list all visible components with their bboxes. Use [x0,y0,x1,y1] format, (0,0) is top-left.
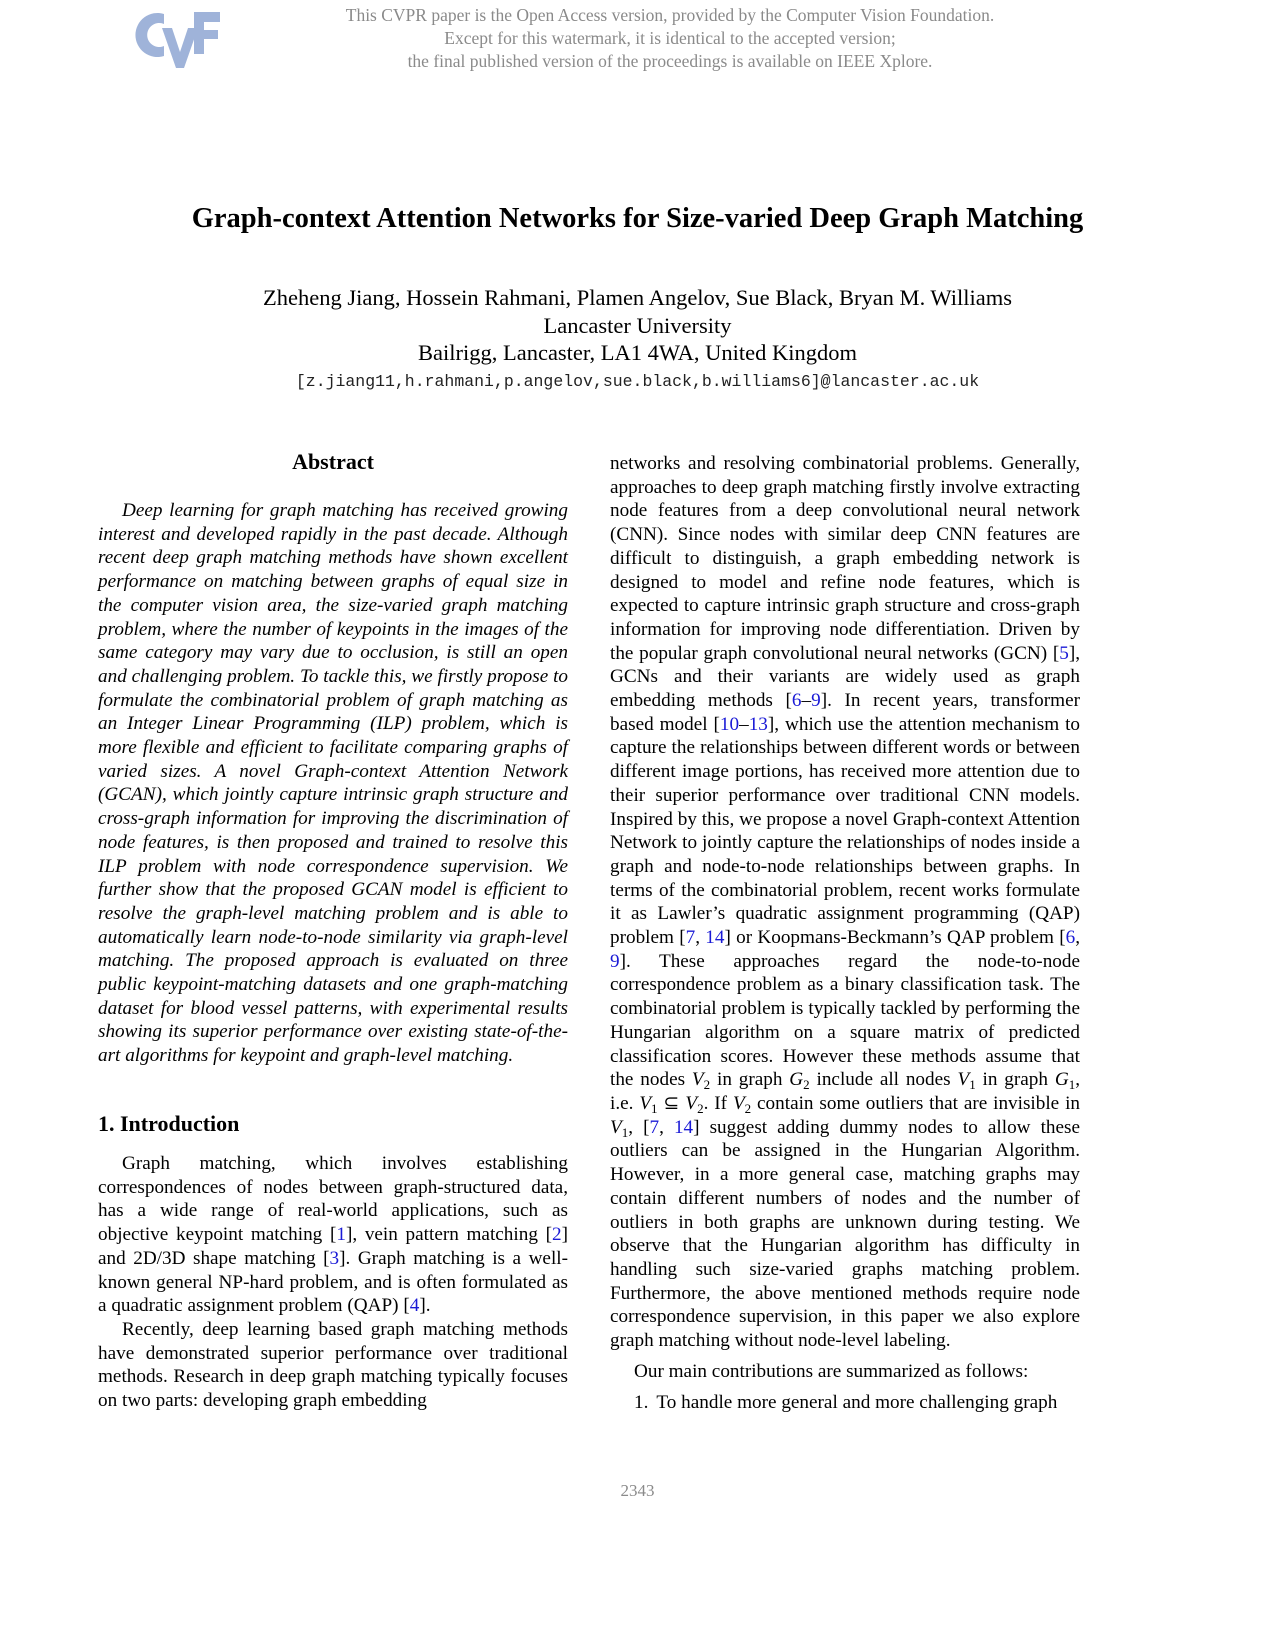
paragraph: networks and resolving combinatorial problems. Generally, approaches to deep graph matching firstly involve extracting node features from a deep convolutional neural network (CNN). Since nodes with similar deep CNN features are difficult to distinguish, a graph embedding network is designed to model and refine node features, which is expected to capture intrinsic graph structure and cross-graph information for improving node differentiation. Driven by the popular graph convolutional neural networks (GCN) [5], GCNs and their variants are widely used as graph embedding methods [6–9]. In recent years, transformer based model [10–13], which use the attention mechanism to capture the relationships between different words or between different image portions, has received more attention due to their superior performance over traditional CNN models. Inspired by this, we propose a novel Graph-context Attention Network to jointly capture the relationships of nodes inside a graph and node-to-node relationships between graphs. In terms of the combinatorial problem, recent works formulate it as Lawler’s quadratic assignment programming (QAP) problem [7, 14] or Koopmans-Beckmann’s QAP problem [6, 9]. These approaches regard the node-to-node correspondence problem as a binary classification task. The combinatorial problem is typically tackled by performing the Hungarian algorithm on a square matrix of predicted classification scores. However these methods assume that the nodes $V_2$ in graph $G_2$ include all nodes $V_1$ in graph $G_1$, i.e. $V_1$ ⊆ $V_2$. If $V_2$ contain some outliers that are invisible in $V_1$, [7, 14] suggest adding dummy nodes to allow these outliers can be assigned in the Hungarian Algorithm. However, in a more general case, matching graphs may contain different numbers of nodes and the number of outliers in both graphs are unknown during testing. We observe that the Hungarian algorithm has difficulty in handling such size-varied graphs matching problem. Furthermore, the above mentioned methods require node correspondence supervision, in this paper we also explore graph matching without node-level labeling. [610,453,1081,1352]
citation-link[interactable]: 6 [1065,927,1076,949]
math-symbol: $V_2$ [685,1092,704,1116]
right-paragraphs [610,452,1080,1383]
math-symbol: $G_2$ [789,1069,810,1093]
paragraph: Our main contributions are summarized as follows: [634,1360,1029,1382]
citation-link[interactable]: 10 [719,713,740,735]
watermark-line: the final published version of the proceedings is available on IEEE Xplore. [407,51,933,71]
citation-link[interactable]: 6 [791,690,802,712]
page-number: 2343 [620,1481,655,1500]
affiliation: Lancaster University [543,313,732,338]
paragraph: Recently, deep learning based graph matching methods have demonstrated superior performance over traditional methods. Research in deep graph matching typically focuses on two parts: developing graph embedding [98,1318,568,1412]
contribution-item [610,1391,1080,1415]
citation-link[interactable]: 3 [329,1247,340,1269]
watermark-notice [260,4,1080,73]
authors: Zheheng Jiang, Hossein Rahmani, Plamen Angelov, Sue Black, Bryan M. Williams [263,285,1012,310]
cvf-logo [134,6,224,70]
citation-link[interactable]: 9 [610,950,620,972]
citation-link[interactable]: 9 [811,690,821,712]
citation-link[interactable]: 1 [336,1224,346,1246]
address: Bailrigg, Lancaster, LA1 4WA, United Kingdom [417,340,857,365]
citation-link[interactable]: 14 [705,927,725,949]
citation-link[interactable]: 5 [1059,642,1069,664]
math-symbol: $G_1$ [1054,1069,1076,1093]
math-symbol: $V_2$ [732,1092,752,1116]
introduction-right-column [610,452,1080,1415]
paper-title: Graph-context Attention Networks for Size-varied Deep Graph Matching [191,203,1084,234]
abstract-heading: Abstract [292,449,374,474]
contribution-number: 1. [634,1392,649,1414]
introduction-left-column [98,1152,568,1413]
abstract-body [98,499,568,1068]
section-heading-introduction: 1. Introduction [98,1111,240,1136]
math-symbol: $V_2$ [691,1069,711,1093]
paragraph: Graph matching, which involves establishing correspondences of nodes between graph-structured data, has a wide range of real-world applications, such as objective keypoint matching [1], vein pattern matching [2] and 2D/3D shape matching [3]. Graph matching is a well-known general NP-hard problem, and is often formulated as a quadratic assignment problem (QAP) [4]. [98,1153,568,1317]
paragraph: Deep learning for graph matching has received growing interest and developed rapidly in the past decade. Although recent deep graph matching methods have shown excellent performance on matching between graphs of equal size in the computer vision area, the size-varied graph matching problem, where the number of keypoints in the images of the same category may vary due to occlusion, is still an open and challenging problem. To tackle this, we firstly propose to formulate the combinatorial problem of graph matching as an Integer Linear Programming (ILP) problem, which is more flexible and efficient to facilitate comparing graphs of varied sizes. A novel Graph-context Attention Network (GCAN), which jointly capture intrinsic graph structure and cross-graph information for improving the discrimination of node features, is then proposed and trained to resolve this ILP problem with node correspondence supervision. We further show that the proposed GCAN model is efficient to resolve the graph-level matching problem and is able to automatically learn node-to-node similarity via graph-level matching. The proposed approach is evaluated on three public keypoint-matching datasets and one graph-matching dataset for blood vessel patterns, with experimental results showing its superior performance over existing state-of-the-art algorithms for keypoint and graph-level matching. [98,500,568,1067]
citation-link[interactable]: 13 [748,713,768,735]
citation-link[interactable]: 14 [673,1116,694,1138]
watermark-line: This CVPR paper is the Open Access version, provided by the Computer Vision Foundation. [345,5,995,25]
watermark-line: Except for this watermark, it is identical to the accepted version; [444,28,896,48]
math-symbol: $V_1$ [957,1069,976,1093]
citation-link[interactable]: 2 [552,1224,562,1246]
author-emails: [z.jiang11,h.rahmani,p.angelov,sue.black,b.williams6]@lancaster.ac.uk [295,372,980,391]
math-symbol: $V_1$ [610,1116,629,1140]
citation-link[interactable]: 7 [649,1116,660,1138]
citation-link[interactable]: 7 [685,927,696,949]
citation-link[interactable]: 4 [409,1295,420,1317]
contribution-text: To handle more general and more challenging graph [656,1392,1058,1414]
math-symbol: $V_1$ [639,1092,658,1116]
